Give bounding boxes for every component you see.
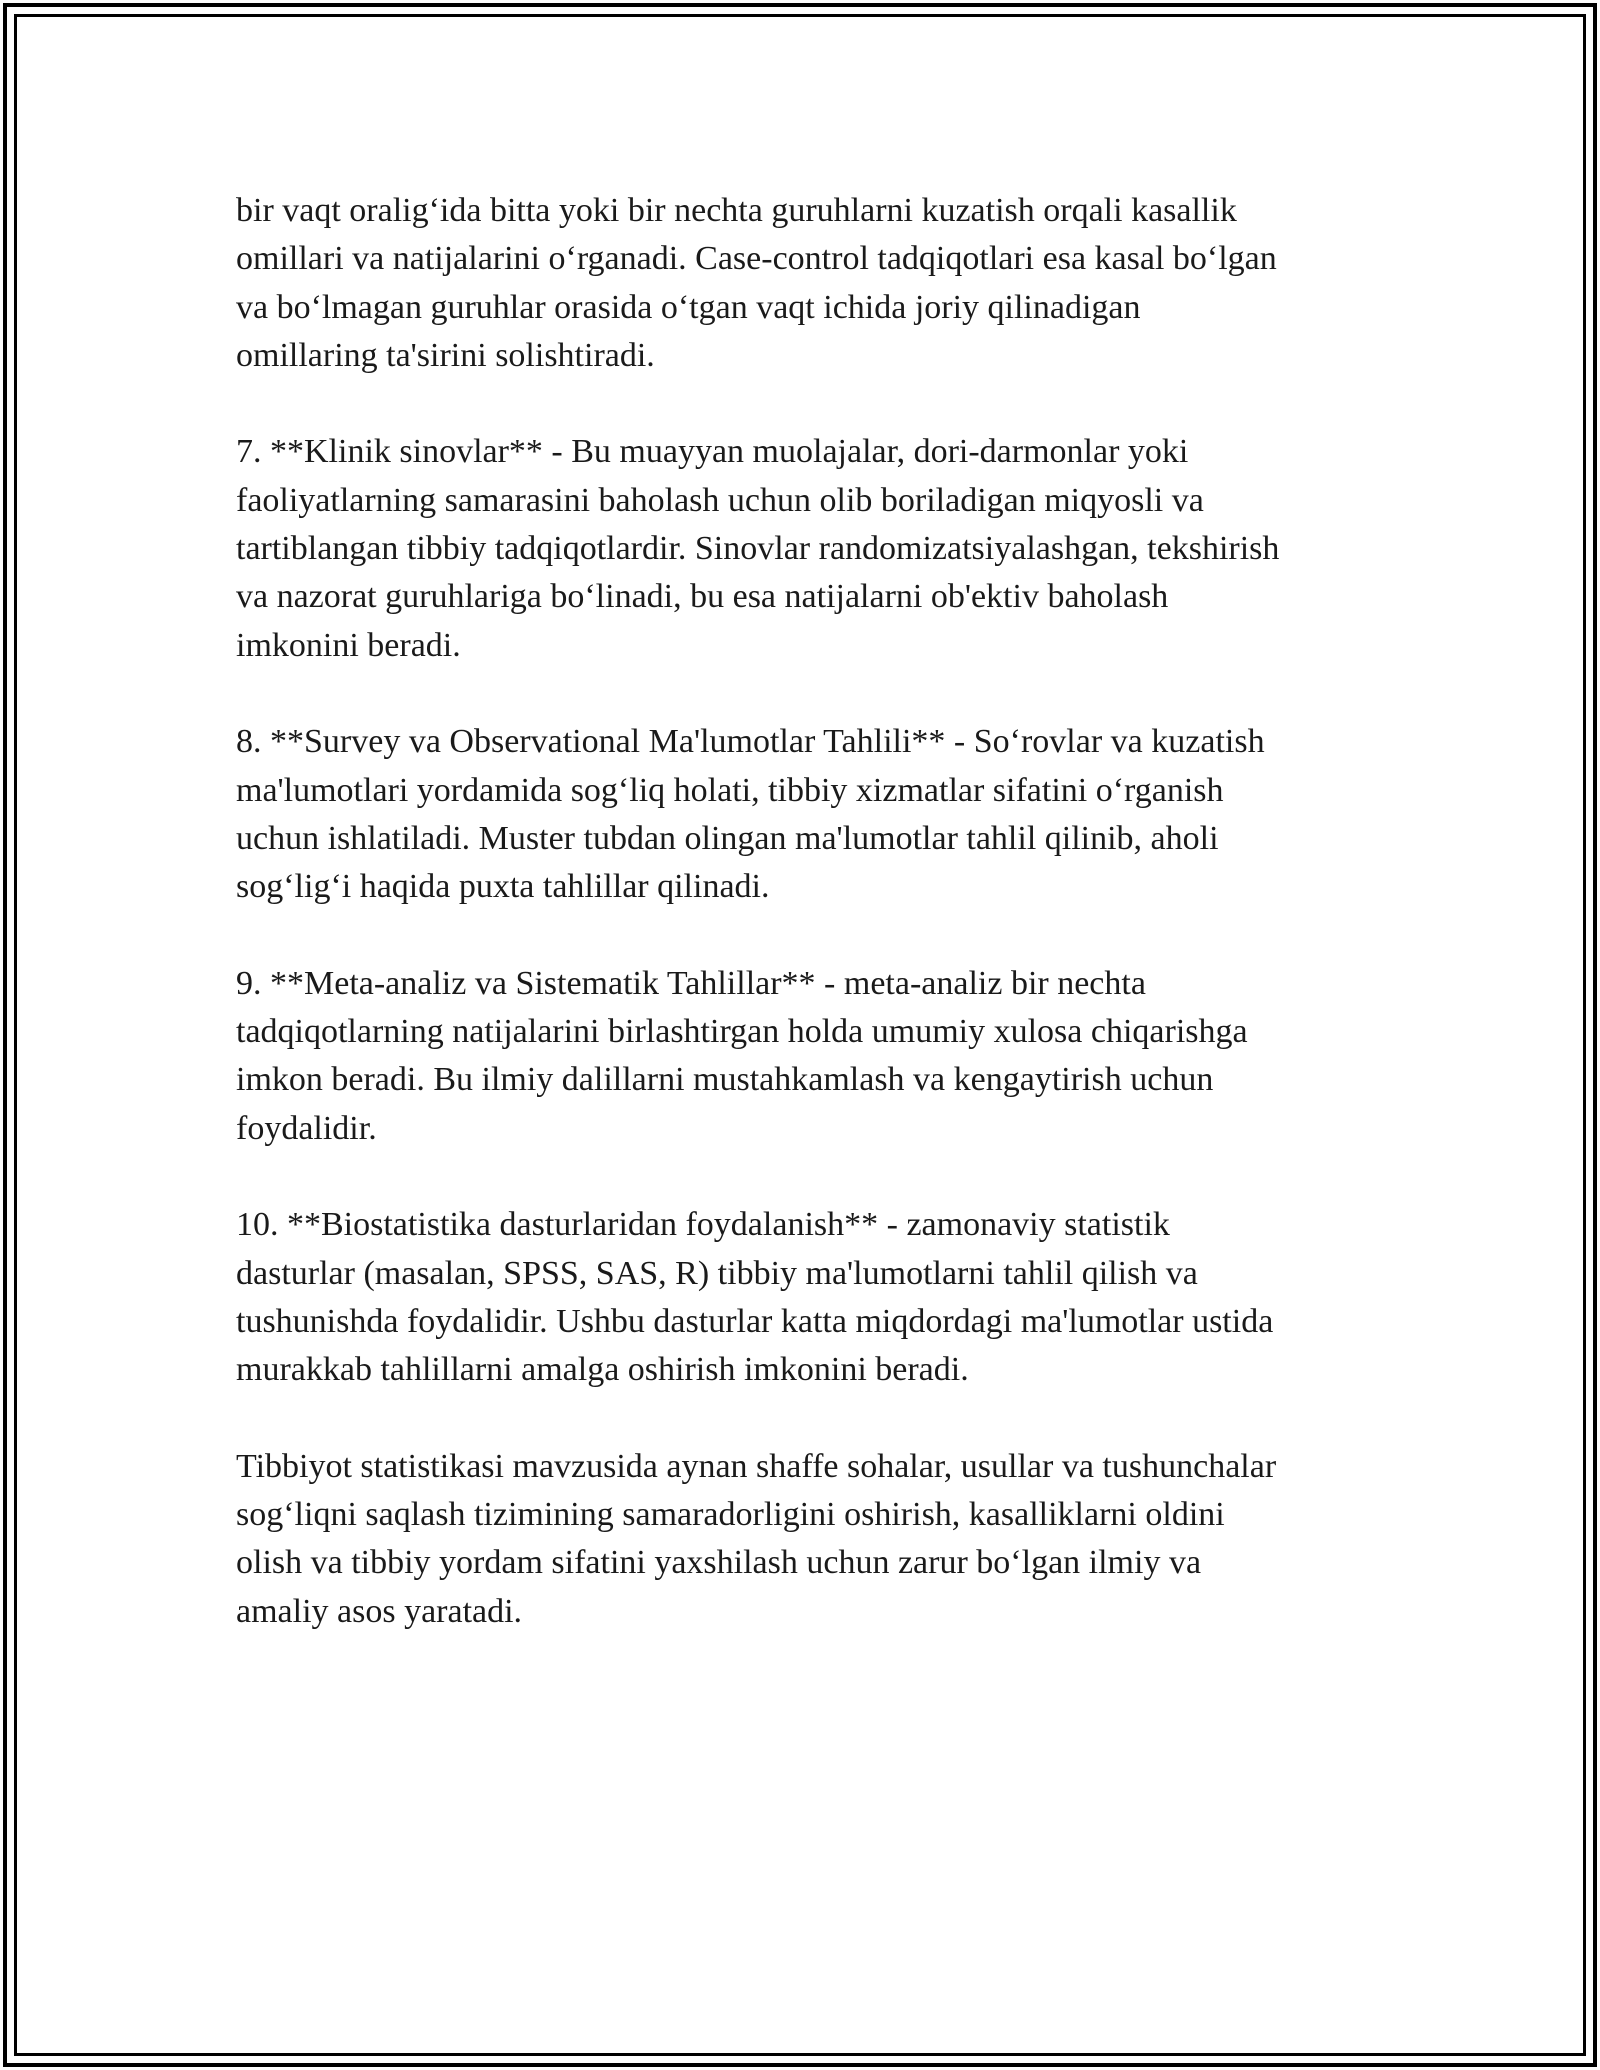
paragraph-clinical-trials: 7. **Klinik sinovlar** - Bu muayyan muolajalar, dori-darmonlar yoki faoliyatlarning samarasini baholash uchun olib boriladigan miqyosli va tartiblangan tibbiy tadqiqotlardir. Sinovlar randomizatsiyalashgan, tekshirish va nazorat guruhlariga bo‘linadi, bu esa natijalarni ob'ektiv baholash imkonini beradi. (236, 433, 1280, 664)
document-body (236, 187, 1376, 1636)
paragraph-meta-analysis: 9. **Meta-analiz va Sistematik Tahlillar** - meta-analiz bir nechta tadqiqotlarning natijalarini birlashtirgan holda umumiy xulosa chiqarishga imkon beradi. Bu ilmiy dalillarni mustahkamlash va kengaytirish uchun foydalidir. (236, 964, 1248, 1147)
paragraph-biostatistics-software: 10. **Biostatistika dasturlaridan foydalanish** - zamonaviy statistik dasturlar (masalan, SPSS, SAS, R) tibbiy ma'lumotlarni tahlil qilish va tushunishda foydalidir. Ushbu dasturlar katta miqdordagi ma'lumotlar ustida murakkab tahlillarni amalga oshirish imkonini beradi. (236, 1206, 1274, 1389)
paragraph-conclusion: Tibbiyot statistikasi mavzusida aynan shaffe sohalar, usullar va tushunchalar sog‘liqni saqlash tizimining samaradorligini oshirish, kasalliklarni oldini olish va tibbiy yordam sifatini yaxshilash uchun zarur bo‘lgan ilmiy va amaliy asos yaratadi. (236, 1447, 1277, 1630)
paragraph-survey-observational: 8. **Survey va Observational Ma'lumotlar Tahlili** - So‘rovlar va kuzatish ma'lumotlari yordamida sog‘liq holati, tibbiy xizmatlar sifatini o‘rganish uchun ishlatiladi. Muster tubdan olingan ma'lumotlar tahlil qilinib, aholi sog‘lig‘i haqida puxta tahlillar qilinadi. (236, 723, 1265, 906)
paragraph-cohort-case-control: bir vaqt oralig‘ida bitta yoki bir nechta guruhlarni kuzatish orqali kasallik omillari va natijalarini o‘rganadi. Case-control tadqiqotlari esa kasal bo‘lgan va bo‘lmagan guruhlar orasida o‘tgan vaqt ichida joriy qilinadigan omillaring ta'sirini solishtiradi. (236, 192, 1277, 374)
